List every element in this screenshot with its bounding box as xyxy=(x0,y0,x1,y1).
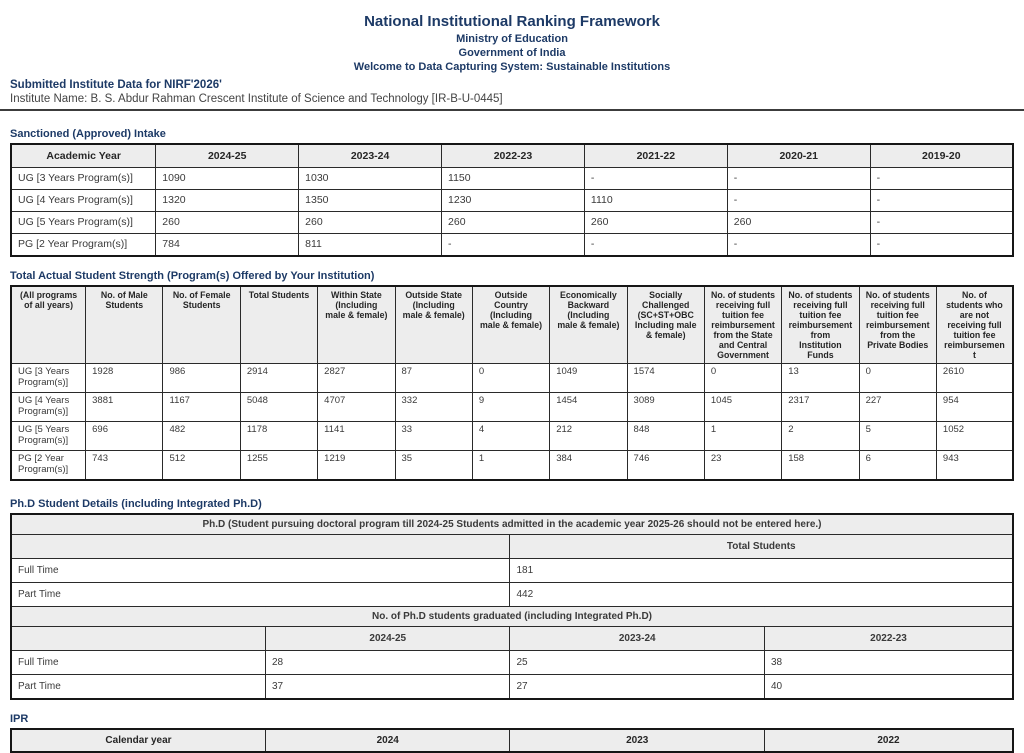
intake-data-cell: 1350 xyxy=(299,189,442,211)
strength-data-cell: 35 xyxy=(395,451,472,481)
strength-data-cell: 1049 xyxy=(550,364,627,393)
section-title-student-strength: Total Actual Student Strength (Program(s) Offered by Your Institution) xyxy=(10,269,375,282)
institute-name-line: Institute Name: B. S. Abdur Rahman Crescent Institute of Science and Technology [IR-B-U-0445] xyxy=(10,92,503,105)
intake-data-cell: 260 xyxy=(156,211,299,233)
phd-data-cell: 38 xyxy=(764,651,1013,675)
phd-year-header: 2023-24 xyxy=(510,627,765,651)
strength-column-header: Within State (Including male & female) xyxy=(318,286,395,364)
student-strength-table xyxy=(10,285,1014,482)
intake-row-label: UG [3 Years Program(s)] xyxy=(11,167,156,189)
strength-table-row xyxy=(11,393,1013,422)
phd-note-header: Ph.D (Student pursuing doctoral program till 2024-25 Students admitted in the academic year 2025-26 should not be entered here.) xyxy=(11,514,1013,535)
intake-data-cell: 260 xyxy=(727,211,870,233)
intake-header-row xyxy=(11,144,1013,168)
strength-data-cell: 6 xyxy=(859,451,936,481)
strength-data-cell: 746 xyxy=(627,451,704,481)
intake-table-row xyxy=(11,167,1013,189)
intake-data-cell: - xyxy=(870,233,1013,256)
intake-data-cell: 784 xyxy=(156,233,299,256)
strength-column-header: No. of Female Students xyxy=(163,286,240,364)
intake-data-cell: 811 xyxy=(299,233,442,256)
phd-row-label: Part Time xyxy=(11,583,510,607)
phd-row-label: Full Time xyxy=(11,651,266,675)
phd-current-row xyxy=(11,559,1013,583)
phd-data-cell: 37 xyxy=(266,675,510,700)
page-header xyxy=(0,0,1024,75)
strength-column-header: Economically Backward (Including male & female) xyxy=(550,286,627,364)
ipr-column-header: 2023 xyxy=(510,729,765,752)
phd-row-label: Full Time xyxy=(11,559,510,583)
phd-data-cell: 28 xyxy=(266,651,510,675)
strength-row-label: PG [2 Year Program(s)] xyxy=(11,451,86,481)
intake-data-cell: 1110 xyxy=(584,189,727,211)
strength-table-row xyxy=(11,364,1013,393)
strength-data-cell: 3089 xyxy=(627,393,704,422)
strength-data-cell: 384 xyxy=(550,451,627,481)
strength-data-cell: 23 xyxy=(704,451,781,481)
intake-data-cell: - xyxy=(870,189,1013,211)
strength-column-header: Socially Challenged (SC+ST+OBC Including male & female) xyxy=(627,286,704,364)
intake-data-cell: 1230 xyxy=(442,189,585,211)
intake-data-cell: 260 xyxy=(442,211,585,233)
intake-data-cell: 1030 xyxy=(299,167,442,189)
submitted-data-label: Submitted Institute Data for NIRF'2026' xyxy=(10,78,222,91)
strength-data-cell: 5048 xyxy=(240,393,317,422)
phd-details-table xyxy=(10,513,1014,700)
strength-column-header: (All programs of all years) xyxy=(11,286,86,364)
sanctioned-intake-table xyxy=(10,143,1014,257)
intake-data-cell: - xyxy=(870,167,1013,189)
phd-data-cell: 40 xyxy=(764,675,1013,700)
intake-column-header: 2019-20 xyxy=(870,144,1013,168)
intake-table-row xyxy=(11,233,1013,256)
section-title-phd: Ph.D Student Details (including Integrated Ph.D) xyxy=(10,498,262,511)
strength-header-row xyxy=(11,286,1013,364)
intake-row-label: UG [4 Years Program(s)] xyxy=(11,189,156,211)
intake-data-cell: 1320 xyxy=(156,189,299,211)
strength-data-cell: 943 xyxy=(936,451,1013,481)
strength-data-cell: 696 xyxy=(86,422,163,451)
strength-data-cell: 2 xyxy=(782,422,859,451)
phd-data-cell: 442 xyxy=(510,583,1013,607)
strength-column-header: Outside State (Including male & female) xyxy=(395,286,472,364)
ipr-table xyxy=(10,728,1014,753)
strength-data-cell: 1141 xyxy=(318,422,395,451)
strength-data-cell: 1454 xyxy=(550,393,627,422)
strength-data-cell: 5 xyxy=(859,422,936,451)
strength-data-cell: 3881 xyxy=(86,393,163,422)
phd-empty-cell xyxy=(11,535,510,559)
intake-row-label: PG [2 Year Program(s)] xyxy=(11,233,156,256)
strength-row-label: UG [4 Years Program(s)] xyxy=(11,393,86,422)
phd-year-header-row xyxy=(11,627,1013,651)
strength-data-cell: 1 xyxy=(704,422,781,451)
strength-column-header: No. of Male Students xyxy=(86,286,163,364)
strength-data-cell: 33 xyxy=(395,422,472,451)
intake-data-cell: - xyxy=(584,233,727,256)
strength-data-cell: 4 xyxy=(472,422,549,451)
intake-table-row xyxy=(11,189,1013,211)
phd-year-header: 2022-23 xyxy=(764,627,1013,651)
phd-data-cell: 25 xyxy=(510,651,765,675)
intake-data-cell: 1150 xyxy=(442,167,585,189)
strength-data-cell: 1219 xyxy=(318,451,395,481)
intake-column-header: 2020-21 xyxy=(727,144,870,168)
strength-data-cell: 0 xyxy=(472,364,549,393)
strength-data-cell: 512 xyxy=(163,451,240,481)
strength-column-header: Outside Country (Including male & female) xyxy=(472,286,549,364)
phd-row-label: Part Time xyxy=(11,675,266,700)
strength-data-cell: 13 xyxy=(782,364,859,393)
intake-column-header: 2021-22 xyxy=(584,144,727,168)
phd-total-header-row xyxy=(11,535,1013,559)
intake-data-cell: - xyxy=(727,167,870,189)
strength-data-cell: 1 xyxy=(472,451,549,481)
strength-data-cell: 1167 xyxy=(163,393,240,422)
strength-data-cell: 2827 xyxy=(318,364,395,393)
phd-empty-cell xyxy=(11,627,266,651)
intake-column-header: 2022-23 xyxy=(442,144,585,168)
page-title: National Institutional Ranking Framework xyxy=(364,13,660,30)
strength-data-cell: 986 xyxy=(163,364,240,393)
intake-data-cell: - xyxy=(727,189,870,211)
strength-data-cell: 4707 xyxy=(318,393,395,422)
strength-data-cell: 1255 xyxy=(240,451,317,481)
intake-column-header: 2023-24 xyxy=(299,144,442,168)
phd-year-header: 2024-25 xyxy=(266,627,510,651)
strength-row-label: UG [5 Years Program(s)] xyxy=(11,422,86,451)
strength-data-cell: 227 xyxy=(859,393,936,422)
strength-data-cell: 954 xyxy=(936,393,1013,422)
strength-column-header: No. of students receiving full tuition fee reimbursement from the State and Central Government xyxy=(704,286,781,364)
strength-data-cell: 1928 xyxy=(86,364,163,393)
ipr-column-header: Calendar year xyxy=(11,729,266,752)
strength-data-cell: 1574 xyxy=(627,364,704,393)
phd-graduated-header: No. of Ph.D students graduated (including Integrated Ph.D) xyxy=(11,607,1013,627)
strength-table-row xyxy=(11,451,1013,481)
strength-data-cell: 1178 xyxy=(240,422,317,451)
strength-column-header: Total Students xyxy=(240,286,317,364)
header-divider xyxy=(0,109,1024,111)
strength-data-cell: 9 xyxy=(472,393,549,422)
strength-data-cell: 0 xyxy=(704,364,781,393)
section-title-sanctioned-intake: Sanctioned (Approved) Intake xyxy=(10,127,166,140)
intake-column-header: 2024-25 xyxy=(156,144,299,168)
ipr-header-row xyxy=(11,729,1013,752)
strength-data-cell: 2610 xyxy=(936,364,1013,393)
intake-data-cell: - xyxy=(727,233,870,256)
strength-table-row xyxy=(11,422,1013,451)
phd-current-row xyxy=(11,583,1013,607)
strength-data-cell: 482 xyxy=(163,422,240,451)
strength-column-header: No. of students who are not receiving full tuition fee reimbursement xyxy=(936,286,1013,364)
strength-data-cell: 743 xyxy=(86,451,163,481)
strength-data-cell: 1045 xyxy=(704,393,781,422)
phd-data-cell: 27 xyxy=(510,675,765,700)
strength-data-cell: 158 xyxy=(782,451,859,481)
strength-data-cell: 87 xyxy=(395,364,472,393)
phd-graduated-row xyxy=(11,651,1013,675)
intake-data-cell: - xyxy=(442,233,585,256)
intake-data-cell: - xyxy=(870,211,1013,233)
strength-data-cell: 848 xyxy=(627,422,704,451)
intake-table-row xyxy=(11,211,1013,233)
strength-data-cell: 332 xyxy=(395,393,472,422)
intake-data-cell: 260 xyxy=(299,211,442,233)
intake-data-cell: 1090 xyxy=(156,167,299,189)
intake-column-header: Academic Year xyxy=(11,144,156,168)
phd-data-cell: 181 xyxy=(510,559,1013,583)
phd-graduated-row xyxy=(11,675,1013,700)
ipr-column-header: 2024 xyxy=(266,729,510,752)
phd-total-students-header: Total Students xyxy=(510,535,1013,559)
government-line: Government of India xyxy=(458,46,566,59)
ministry-line: Ministry of Education xyxy=(456,33,568,46)
strength-column-header: No. of students receiving full tuition fee reimbursement from Institution Funds xyxy=(782,286,859,364)
intake-data-cell: - xyxy=(584,167,727,189)
strength-column-header: No. of students receiving full tuition fee reimbursement from the Private Bodies xyxy=(859,286,936,364)
strength-data-cell: 0 xyxy=(859,364,936,393)
strength-data-cell: 2914 xyxy=(240,364,317,393)
section-title-ipr: IPR xyxy=(10,713,29,726)
strength-data-cell: 1052 xyxy=(936,422,1013,451)
strength-data-cell: 2317 xyxy=(782,393,859,422)
phd-graduated-header-row xyxy=(11,607,1013,627)
strength-row-label: UG [3 Years Program(s)] xyxy=(11,364,86,393)
intake-data-cell: 260 xyxy=(584,211,727,233)
strength-data-cell: 212 xyxy=(550,422,627,451)
welcome-line: Welcome to Data Capturing System: Sustainable Institutions xyxy=(353,61,671,74)
intake-row-label: UG [5 Years Program(s)] xyxy=(11,211,156,233)
phd-note-row xyxy=(11,514,1013,535)
ipr-column-header: 2022 xyxy=(764,729,1013,752)
